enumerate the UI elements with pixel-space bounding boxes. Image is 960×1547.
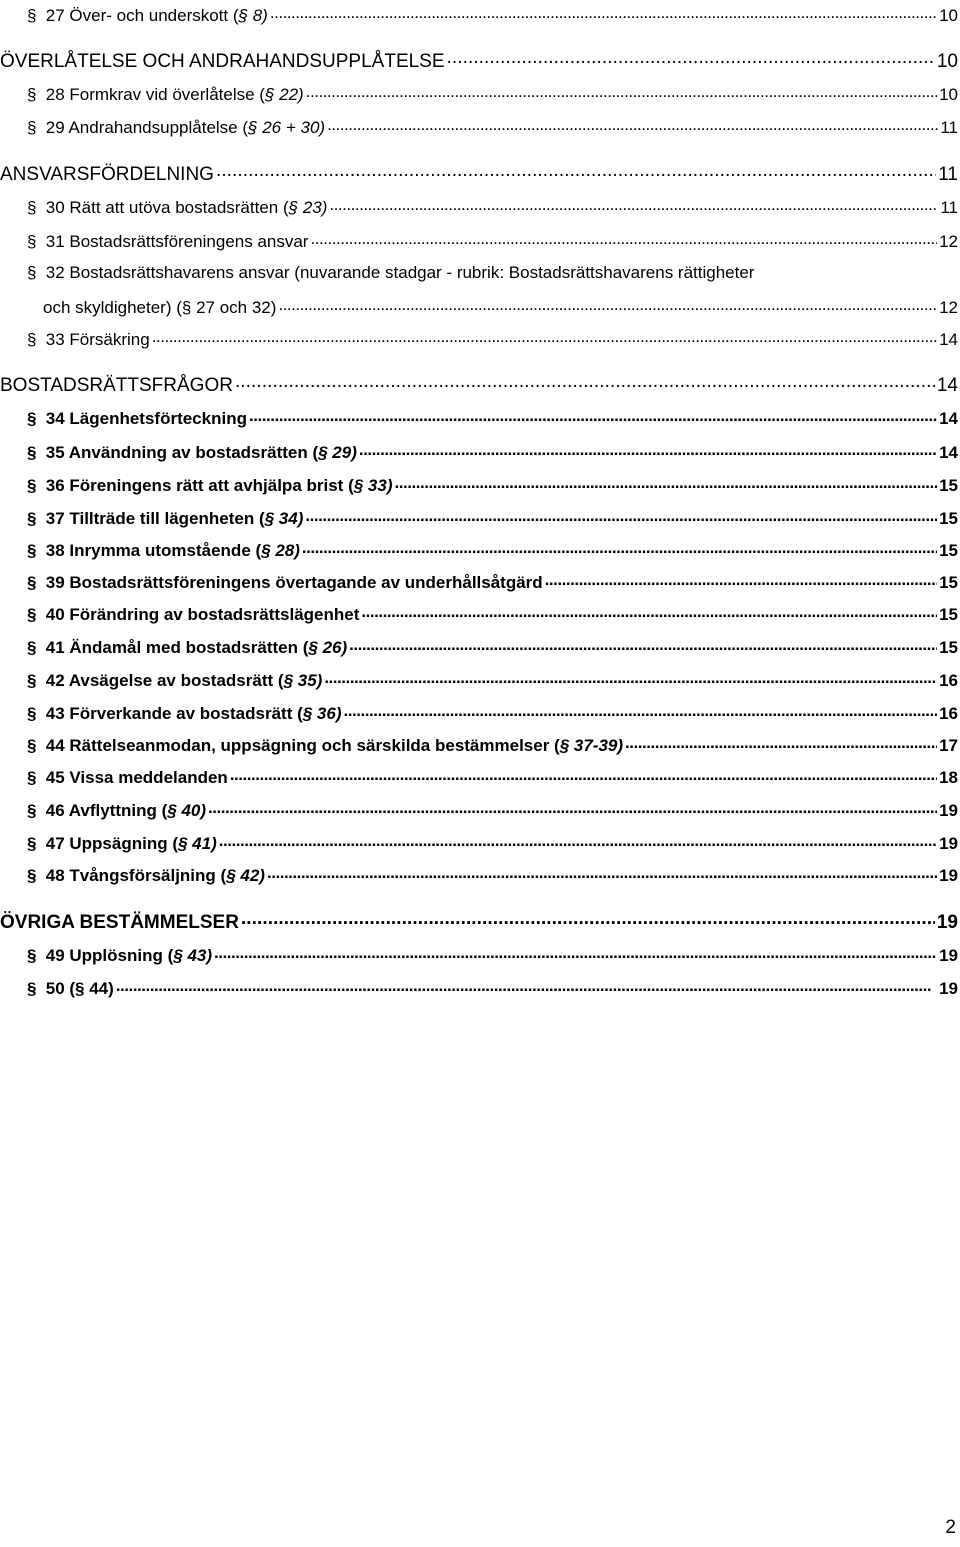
dot-leader [208,799,937,816]
entry-page: 19 [939,946,958,965]
toc-entry[interactable] [0,474,958,496]
toc-label: § 30 Rätt att utöva bostadsrätten (§ 23) [27,198,328,217]
entry-number: 39 [45,573,65,592]
section-title: ÖVRIGA BESTÄMMELSER [0,912,239,933]
section-title: ÖVERLÅTELSE OCH ANDRAHANDSUPPLÅTELSE [0,51,445,72]
entry-number: 42 [45,671,65,690]
toc-section[interactable] [0,372,958,397]
entry-reference: § 26) [308,638,348,657]
entry-number: 41 [45,638,65,657]
toc-label [0,232,308,252]
section-title: ANSVARSFÖRDELNING [0,164,214,185]
entry-reference: § 41) [178,834,217,853]
entry-number: 37 [45,509,65,528]
entry-number: 48 [45,866,65,885]
toc-label [0,409,247,429]
entry-reference: § 23) [288,198,328,217]
section-sign-icon: § [27,768,37,787]
entry-number: 47 [45,834,65,853]
dot-leader [235,372,935,391]
toc-label: § 49 Upplösning (§ 43) [27,946,213,965]
dot-leader [361,603,937,620]
entry-title: Försäkring [69,330,150,349]
dot-leader [394,474,937,491]
toc-label: § 42 Avsägelse av bostadsrätt (§ 35) [27,671,323,690]
entry-number: 32 [45,263,65,282]
toc-entry[interactable] [0,83,958,105]
entry-page: 14 [939,409,958,428]
dot-leader [305,507,937,524]
entry-reference: § 28) [261,541,300,560]
toc-entry[interactable] [0,766,958,788]
toc-label: § 48 Tvångsförsäljning (§ 42) [27,866,265,885]
entry-page: 19 [939,801,958,820]
section-title: BOSTADSRÄTTSFRÅGOR [0,375,233,396]
entry-page: 16 [939,704,958,723]
toc-label: § 28 Formkrav vid överlåtelse (§ 22) [27,85,304,104]
entry-page: 10 [936,51,958,72]
section-sign-icon: § [27,801,37,820]
entry-page: 15 [939,541,958,560]
toc-section[interactable] [0,161,958,186]
toc-label [0,164,214,186]
entry-title: Upplösning [69,946,163,965]
entry-number: 40 [45,605,65,624]
dot-leader [310,230,937,247]
dot-leader [214,944,937,961]
section-sign-icon: § [27,6,37,25]
entry-title: Tillträde till lägenheten [69,509,255,528]
entry-page: 10 [939,6,958,25]
toc-label [0,330,150,350]
dot-leader [329,196,938,213]
section-sign-icon: § [27,946,37,965]
entry-reference: § 8) [238,6,268,25]
entry-reference: § 26 + 30) [248,118,326,137]
entry-reference: § 36) [302,704,342,723]
entry-page: 11 [940,198,958,217]
entry-page: 19 [939,866,958,885]
toc-label: § 37 Tillträde till lägenheten (§ 34) [27,509,304,528]
entry-reference: § 34) [264,509,304,528]
entry-page: 18 [939,768,958,787]
toc-entry[interactable] [0,977,958,999]
toc-entry[interactable] [0,507,958,529]
section-sign-icon: § [27,834,37,853]
section-sign-icon: § [27,476,37,495]
entry-title: Avflyttning [68,801,157,820]
toc-label: § 44 Rättelseanmodan, uppsägning och särskilda bestämmelser (§ 37-39) [27,736,624,755]
section-sign-icon: § [27,704,37,723]
toc-label [0,768,228,788]
page-number: 2 [945,1517,956,1538]
toc-label: § 27 Över- och underskott (§ 8) [27,6,268,25]
entry-number: 28 [45,85,65,104]
dot-leader [324,669,937,686]
entry-page: 15 [939,476,958,495]
section-sign-icon: § [27,573,37,592]
dot-leader [249,407,937,424]
toc-label: § 36 Föreningens rätt att avhjälpa brist (§ 33) [27,476,393,495]
entry-title: Andrahandsupplåtelse [68,118,238,137]
dot-leader [278,296,937,313]
toc-entry[interactable] [0,407,958,429]
entry-reference: § 43) [173,946,213,965]
toc-entry[interactable] [0,864,958,886]
entry-page: 12 [939,298,958,317]
entry-page: 15 [939,573,958,592]
toc-entry[interactable] [0,702,958,724]
section-sign-icon: § [27,866,37,885]
dot-leader [306,83,937,100]
section-sign-icon: § [27,638,37,657]
entry-title: Bostadsrättsföreningens övertagande av underhållsåtgärd [69,573,543,592]
toc-entry[interactable] [0,441,958,463]
toc-label [0,263,754,283]
entry-page: 14 [939,443,958,462]
entry-number: 46 [45,801,65,820]
entry-number: 30 [45,198,65,217]
dot-leader [116,977,937,994]
dot-leader [302,539,937,556]
entry-page: 19 [936,912,958,933]
toc-entry[interactable] [0,539,958,561]
toc-entry[interactable] [0,832,958,854]
entry-reference: § 37-39) [559,736,624,755]
toc-section[interactable] [0,909,958,934]
entry-title: Bostadsrättshavarens ansvar (nuvarande stadgar - rubrik: Bostadsrättshavarens rättigheter [69,263,755,282]
dot-leader [349,636,937,653]
toc-label: § 38 Inrymma utomstående (§ 28) [27,541,300,560]
toc-entry[interactable] [0,799,958,821]
section-sign-icon: § [27,118,37,137]
entry-reference: § 33) [353,476,393,495]
entry-page: 10 [939,85,958,104]
toc-entry[interactable] [0,636,958,658]
entry-title: Över- och underskott [69,6,229,25]
entry-number: 44 [45,736,65,755]
toc-label [0,605,359,625]
entry-page: 11 [940,118,958,137]
entry-title: Vissa meddelanden [69,768,228,787]
entry-reference: § 40) [167,801,207,820]
toc-label [0,375,233,397]
entry-title: Rätt att utöva bostadsrätten [69,198,279,217]
entry-page: 19 [939,834,958,853]
toc-label [0,912,239,934]
toc-entry[interactable] [0,328,958,350]
entry-title: Föreningens rätt att avhjälpa brist [69,476,344,495]
dot-leader [359,441,937,458]
dot-leader [545,571,937,588]
section-sign-icon: § [27,330,37,349]
toc-label: § 47 Uppsägning (§ 41) [27,834,217,853]
section-sign-icon: § [27,409,37,428]
dot-leader [344,702,938,719]
entry-title-continuation: och skyldigheter) (§ 27 och 32) [43,298,277,317]
section-sign-icon: § [27,85,37,104]
toc-label: § 43 Förverkande av bostadsrätt (§ 36) [27,704,342,723]
entry-page: 14 [936,375,958,396]
entry-number: 34 [45,409,65,428]
entry-page: 12 [939,232,958,251]
section-sign-icon: § [27,541,37,560]
entry-number: 35 [45,443,65,462]
section-sign-icon: § [27,232,37,251]
entry-title: Förverkande av bostadsrätt [69,704,293,723]
section-sign-icon: § [27,605,37,624]
toc-entry-continuation[interactable] [0,296,958,318]
section-sign-icon: § [27,198,37,217]
entry-number: 49 [45,946,65,965]
entry-page: 15 [939,638,958,657]
toc-entry[interactable] [0,263,958,283]
dot-leader [625,734,937,751]
entry-number: 27 [45,6,65,25]
dot-leader [152,328,937,345]
entry-title: Formkrav vid överlåtelse [69,85,255,104]
dot-leader [230,766,937,783]
toc-label [0,573,543,593]
toc-entry[interactable] [0,196,958,218]
section-sign-icon: § [27,263,37,282]
toc-entry[interactable] [0,4,958,26]
entry-page: 19 [939,979,958,998]
section-sign-icon: § [27,979,37,998]
dot-leader [267,864,937,881]
dot-leader [447,48,935,67]
entry-page: 17 [939,736,958,755]
toc-entry[interactable] [0,603,958,625]
entry-page: 16 [939,671,958,690]
toc-section[interactable] [0,48,958,73]
toc-entry[interactable] [0,230,958,252]
toc-label [0,51,445,73]
dot-leader [216,161,936,180]
toc-label: § 46 Avflyttning (§ 40) [27,801,207,820]
toc-label: § 35 Användning av bostadsrätten (§ 29) [27,443,357,462]
entry-title: Rättelseanmodan, uppsägning och särskilda bestämmelser [69,736,550,755]
toc-entry[interactable] [0,734,958,756]
dot-leader [219,832,937,849]
entry-page: 14 [939,330,958,349]
dot-leader [327,116,938,133]
dot-leader [270,4,937,21]
entry-title: Inrymma utomstående [69,541,251,560]
entry-title: Avsägelse av bostadsrätt [68,671,274,690]
entry-title: Användning av bostadsrätten [68,443,308,462]
entry-reference: § 42) [226,866,265,885]
entry-number: 43 [45,704,65,723]
entry-page: 11 [938,164,958,185]
entry-title: Bostadsrättsföreningens ansvar [69,232,309,251]
entry-title: Uppsägning [69,834,168,853]
dot-leader [241,909,935,928]
entry-reference: (§ 44) [69,979,114,998]
toc-label [0,979,114,999]
entry-reference: § 22) [264,85,304,104]
entry-number: 36 [45,476,65,495]
entry-number: 38 [45,541,65,560]
entry-number: 33 [45,330,65,349]
entry-title: Lägenhetsförteckning [69,409,247,428]
toc-label: § 29 Andrahandsupplåtelse (§ 26 + 30) [27,118,326,137]
entry-number: 45 [45,768,65,787]
toc-entry[interactable] [0,571,958,593]
section-sign-icon: § [27,509,37,528]
entry-reference: § 35) [283,671,323,690]
toc-label: § 41 Ändamål med bostadsrätten (§ 26) [27,638,348,657]
toc-entry[interactable] [0,669,958,691]
entry-title: Ändamål med bostadsrätten [69,638,298,657]
section-sign-icon: § [27,443,37,462]
entry-reference: § 29) [318,443,357,462]
entry-number: 29 [45,118,65,137]
section-sign-icon: § [27,671,37,690]
entry-title: Tvångsförsäljning [69,866,216,885]
entry-page: 15 [939,509,958,528]
entry-title: Förändring av bostadsrättslägenhet [69,605,360,624]
entry-page: 15 [939,605,958,624]
entry-number: 50 [45,979,65,998]
section-sign-icon: § [27,736,37,755]
entry-number: 31 [45,232,65,251]
toc-entry[interactable] [0,116,958,138]
toc-entry[interactable] [0,944,958,966]
